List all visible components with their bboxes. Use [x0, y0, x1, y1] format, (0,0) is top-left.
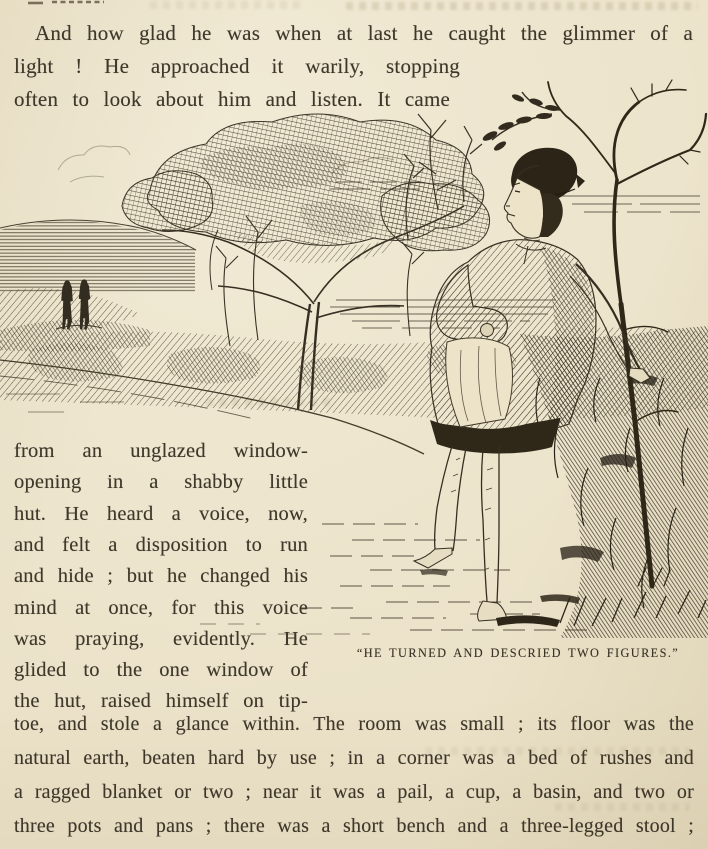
body-text-line: the hut, raised himself on tip-: [14, 690, 308, 712]
body-text-line: a ragged blanket or two ; near it was a pail, a cup, a basin, and two or: [14, 781, 694, 803]
body-text-line: opening in a shabby little: [14, 471, 308, 493]
left-hill: [0, 220, 196, 351]
body-text-line: light ! He approached it warily, stopping: [14, 54, 460, 78]
body-text-line: natural earth, beaten hard by use ; in a corner was a bed of rushes and: [14, 747, 694, 769]
body-text-line: was praying, evidently. He: [14, 628, 308, 650]
body-text-line: often to look about him and listen. It came: [14, 87, 450, 111]
body-text-line: and hide ; but he changed his: [14, 565, 308, 587]
body-text-line: And how glad he was when at last he caught the glimmer of a: [35, 21, 693, 45]
body-text-line: hut. He heard a voice, now,: [14, 503, 308, 525]
body-text-line: from an unglazed window-: [14, 440, 308, 462]
body-text-line: and felt a disposition to run: [14, 534, 308, 556]
body-text-line: toe, and stole a glance within. The room was small ; its floor was the: [14, 713, 694, 735]
clipped-previous-line-remnant: [0, 0, 140, 10]
leaf-cluster: [481, 92, 560, 152]
body-text-line: glided to the one window of: [14, 659, 308, 681]
showthrough-smudge: [150, 1, 300, 9]
body-text-line: three pots and pans ; there was a short bench and a three-legged stool ;: [14, 815, 694, 837]
illustration-caption: “HE TURNED AND DESCRIED TWO FIGURES.”: [356, 646, 680, 660]
body-text-line: mind at once, for this voice: [14, 597, 308, 619]
showthrough-smudge: [346, 2, 698, 10]
